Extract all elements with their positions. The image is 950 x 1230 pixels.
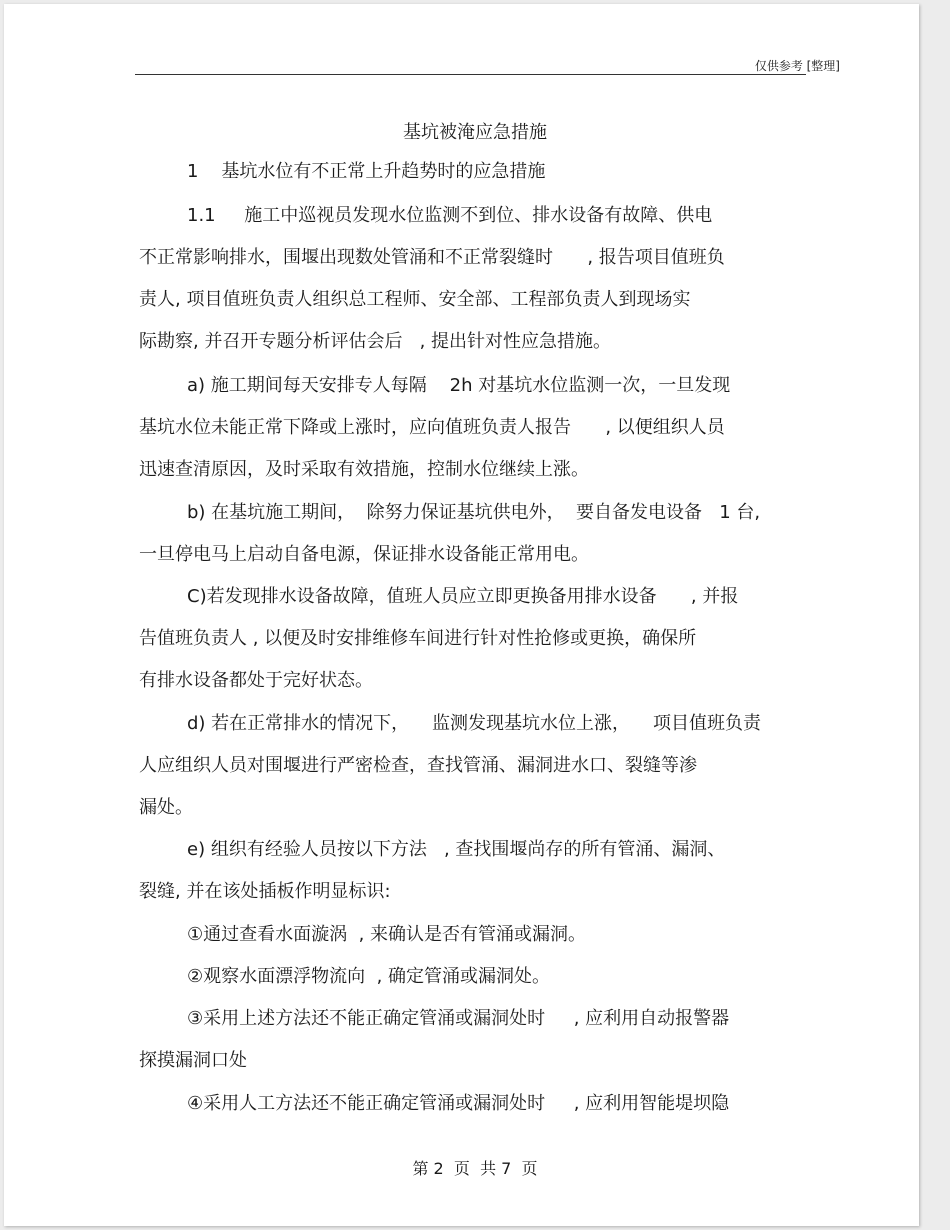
- body-line: 一旦停电马上启动自备电源，保证排水设备能正常用电。: [139, 544, 589, 565]
- body-line: C)若发现排水设备故障，值班人员应立即更换备用排水设备 , 并报: [187, 586, 739, 607]
- document-title: 基坑被淹应急措施: [403, 122, 547, 143]
- body-line: 人应组织人员对围堰进行严密检查，查找管涌、漏洞进水口、裂缝等渗: [139, 755, 697, 776]
- body-line: 1.1 施工中巡视员发现水位监测不到位、排水设备有故障、供电: [187, 205, 713, 226]
- body-line: a) 施工期间每天安排专人每隔 2h 对基坑水位监测一次，一旦发现: [187, 375, 731, 396]
- body-line: b) 在基坑施工期间， 除努力保证基坑供电外， 要自备发电设备 1 台,: [187, 502, 761, 523]
- body-line: 基坑水位未能正常下降或上涨时，应向值班负责人报告 , 以便组织人员: [139, 417, 725, 438]
- body-line: ①通过查看水面漩涡 , 来确认是否有管涌或漏洞。: [187, 924, 587, 945]
- body-line: e) 组织有经验人员按以下方法 , 查找围堰尚存的所有管涌、漏洞、: [187, 839, 726, 860]
- body-line: 漏处。: [139, 797, 193, 818]
- document-page: [4, 4, 919, 1226]
- body-line: 际勘察, 并召开专题分析评估会后 , 提出针对性应急措施。: [139, 331, 612, 352]
- body-line: ④采用人工方法还不能正确定管涌或漏洞处时 , 应利用智能堤坝隐: [187, 1093, 730, 1114]
- body-line: ②观察水面漂浮物流向 , 确定管涌或漏洞处。: [187, 966, 551, 987]
- body-line: 告值班负责人 , 以便及时安排维修车间进行针对性抢修或更换，确保所: [139, 628, 697, 649]
- body-line: 不正常影响排水，围堰出现数处管涌和不正常裂缝时 , 报告项目值班负: [139, 247, 725, 268]
- header-note: 仅供参考 [整理]: [754, 59, 840, 73]
- body-line: 责人, 项目值班负责人组织总工程师、安全部、工程部负责人到现场实: [139, 289, 691, 310]
- body-line: 探摸漏洞口处: [139, 1050, 247, 1071]
- body-line: 有排水设备都处于完好状态。: [139, 670, 373, 691]
- body-line: 迅速查清原因，及时采取有效措施，控制水位继续上涨。: [139, 459, 589, 480]
- page-number-footer: 第 2 页 共 7 页: [412, 1159, 538, 1178]
- body-line: d) 若在正常排水的情况下， 监测发现基坑水位上涨， 项目值班负责: [187, 713, 761, 734]
- header-divider: [135, 74, 806, 75]
- body-line: ③采用上述方法还不能正确定管涌或漏洞处时 , 应利用自动报警器: [187, 1008, 730, 1029]
- body-line: 1 基坑水位有不正常上升趋势时的应急措施: [187, 161, 546, 182]
- body-line: 裂缝, 并在该处插板作明显标识:: [139, 881, 391, 902]
